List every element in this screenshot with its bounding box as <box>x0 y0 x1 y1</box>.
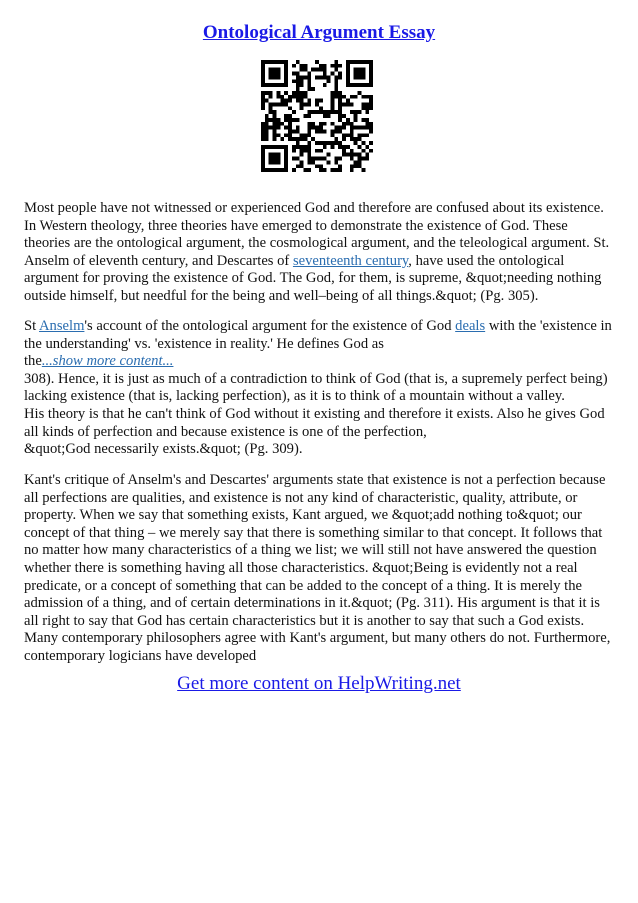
text-line: no matter how many characteristics of a thing we list; we will still not have answered the question <box>24 542 597 559</box>
text-line: theories are the ontological argument, the cosmological argument, and the teleological argument. St. <box>24 235 610 252</box>
show-more-link[interactable]: ...show more content... <box>41 353 174 370</box>
text-line: lacking existence (that is, lacking perfection), as it is to think of a mountain without a valley. <box>24 388 565 405</box>
text-line: argument for proving the existence of God. The God, for them, is supreme, &quot;needing nothing <box>24 270 602 287</box>
text-line: His theory is that he can't think of God without it existing and therefore it exists. Also he gives God <box>24 405 605 422</box>
text-line: Most people have not witnessed or experienced God and therefore are confused about its existence. <box>24 200 604 216</box>
link-seventeenth-century[interactable]: seventeenth century <box>292 252 409 269</box>
text-line: all kinds of perfection and because existence is one of the perfection, <box>24 423 427 440</box>
paragraph-3 <box>24 472 616 666</box>
text-line: all right to say that God has certain characteristics but it is another to say that such a God exists. <box>24 612 585 629</box>
text-segment: with the 'existence in <box>485 318 612 334</box>
text-line: 308). Hence, it is just as much of a contradiction to think of God (that is, a supremely perfect being) <box>24 370 608 387</box>
text-line: concept of that thing – we merely say that there is something similar to that concept. It follows that <box>24 524 603 541</box>
text-line: &quot;God necessarily exists.&quot; (Pg. 309). <box>24 441 303 458</box>
get-more-content-link[interactable]: Get more content on HelpWriting.net <box>177 673 461 694</box>
link-deals[interactable]: deals <box>455 318 486 334</box>
text-line: In Western theology, three theories have emerged to demonstrate the existence of God. These <box>24 217 568 234</box>
text-line: whether there is something having all those characteristics. &quot;Being is evidently not a real <box>24 559 578 576</box>
text-line: admission of a thing, and of certain determinations in it.&quot; (Pg. 311). His argument is that it is <box>24 595 600 612</box>
text-segment: St <box>24 318 40 334</box>
text-line: all perfections are qualities, and existence is not any kind of characteristic, quality, attribute, or <box>24 489 578 506</box>
page-title[interactable]: Ontological Argument Essay <box>202 22 436 43</box>
text-segment: , have used the ontological <box>408 252 565 269</box>
text-line: Kant's critique of Anselm's and Descartes' arguments state that existence is not a perfection because <box>24 472 606 488</box>
text-segment: the <box>24 353 42 370</box>
link-anselm[interactable]: Anselm <box>39 318 85 334</box>
text-line <box>24 353 616 371</box>
text-line <box>24 318 616 336</box>
text-line: property. When we say that something exists, Kant argued, we &quot;add nothing to&quot; our <box>24 507 582 524</box>
text-line: contemporary logicians have developed <box>24 647 257 664</box>
paragraph-2 <box>24 318 616 459</box>
text-line <box>24 253 616 271</box>
text-segment: 's account of the ontological argument for the existence of God <box>84 318 456 334</box>
text-line: outside himself, but needful for the being and well–being of all things.&quot; (Pg. 305). <box>24 287 539 304</box>
text-line: the understanding' vs. 'existence in reality.' He defines God as <box>24 335 384 352</box>
text-segment: Anselm of eleventh century, and Descartes of <box>24 252 293 269</box>
text-line: Many contemporary philosophers agree with Kant's argument, but many others do not. Furthermore, <box>24 630 611 647</box>
text-line: predicate, or a concept of something that can be added to the concept of a thing. It is merely the <box>24 577 583 594</box>
paragraph-1 <box>24 200 616 306</box>
qr-code-image <box>261 60 373 172</box>
